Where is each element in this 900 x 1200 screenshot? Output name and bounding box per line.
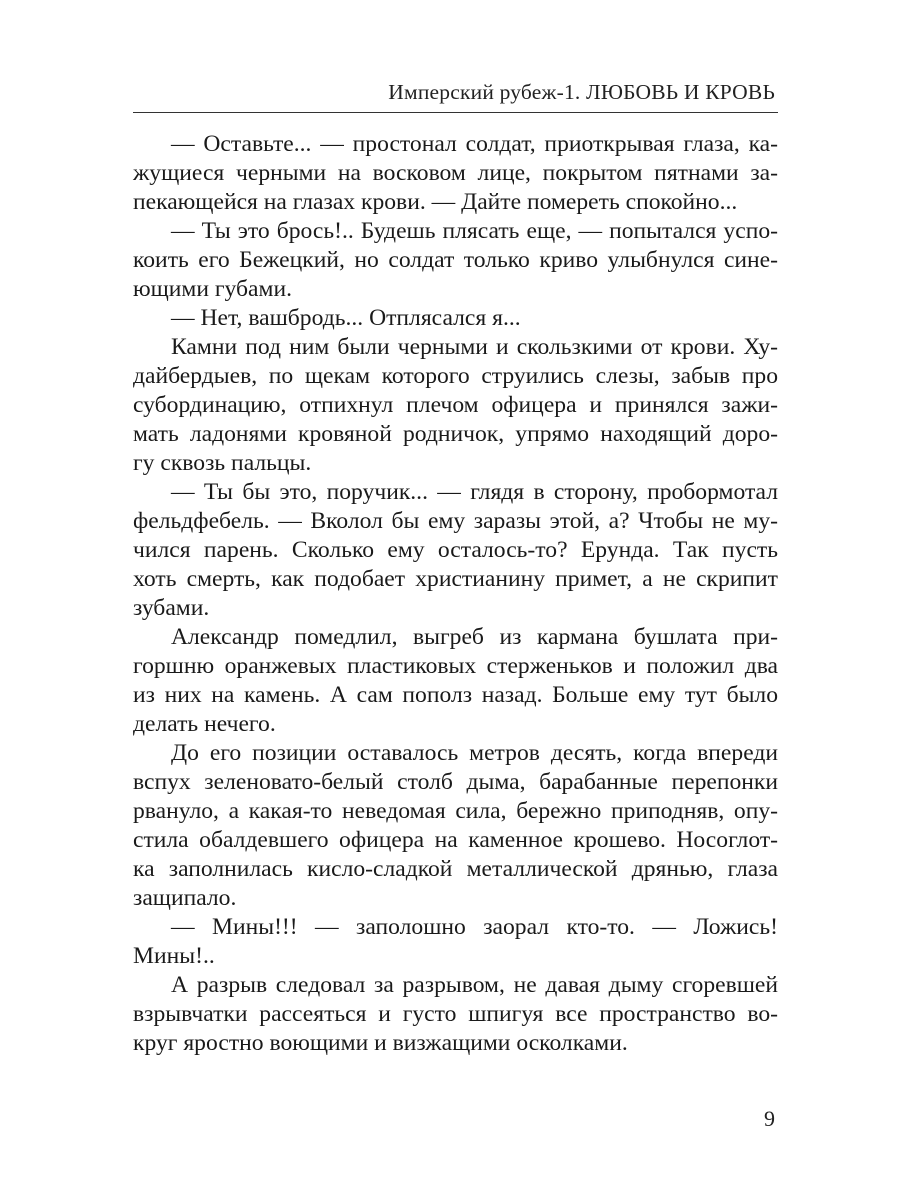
text-line: из них на камень. А сам пополз назад. Больше ему тут было — [133, 682, 778, 708]
paragraph — [133, 623, 778, 739]
text-line: пекающейся на глазах крови. — Дайте помереть спокойно... — [133, 189, 738, 215]
paragraph — [133, 304, 778, 333]
text-line: мать ладонями кровяной родничок, упрямо находящий доро- — [133, 421, 778, 447]
text-line: — Оставьте... — простонал солдат, приоткрывая глаза, ка- — [171, 131, 778, 157]
text-line: А разрыв следовал за разрывом, не давая дыму сгоревшей — [171, 972, 778, 998]
header-rule — [133, 112, 778, 113]
text-line: взрывчатки рассеяться и густо шпигуя все пространство во- — [133, 1001, 778, 1027]
text-line: чился парень. Сколько ему осталось-то? Ерунда. Так пусть — [133, 537, 778, 563]
paragraph — [133, 333, 778, 478]
text-line: дайбердыев, по щекам которого струились слезы, забыв про — [133, 363, 778, 389]
text-line: хоть смерть, как подобает христианину примет, а не скрипит — [133, 566, 778, 592]
text-line: жущиеся черными на восковом лице, покрытом пятнами за- — [133, 160, 778, 186]
text-line: Камни под ним были черными и скользкими от крови. Ху- — [171, 334, 778, 360]
page-number: 9 — [764, 1106, 775, 1131]
paragraph — [133, 130, 778, 217]
paragraph — [133, 478, 778, 623]
paragraph — [133, 217, 778, 304]
text-line: — Нет, вашбродь... Отплясался я... — [171, 305, 521, 331]
text-line: Мины!.. — [133, 943, 215, 969]
paragraph — [133, 913, 778, 971]
text-line: субординацию, отпихнул плечом офицера и принялся зажи- — [133, 392, 778, 418]
text-line: До его позиции оставалось метров десять, когда впереди — [171, 740, 778, 766]
text-line: стила обалдевшего офицера на каменное крошево. Носоглот- — [133, 827, 778, 853]
text-line: фельдфебель. — Вколол бы ему заразы этой, а? Чтобы не му- — [133, 508, 778, 534]
running-header: Имперский рубеж-1. ЛЮБОВЬ И КРОВЬ — [388, 80, 775, 104]
text-line: зубами. — [133, 595, 210, 621]
text-line: горшню оранжевых пластиковых стерженьков и положил два — [133, 653, 778, 679]
text-line: делать нечего. — [133, 711, 276, 737]
text-line: рвануло, а какая-то неведомая сила, бережно приподняв, опу- — [133, 798, 778, 824]
paragraph — [133, 739, 778, 913]
text-line: — Мины!!! — заполошно заорал кто-то. — Ложись! — [171, 914, 778, 940]
text-line: — Ты бы это, поручик... — глядя в сторону, пробормотал — [171, 479, 778, 505]
text-line: Александр помедлил, выгреб из кармана бушлата при- — [171, 624, 778, 650]
paragraph — [133, 971, 778, 1058]
text-line: ющими губами. — [133, 276, 292, 302]
text-line: ка заполнилась кисло-сладкой металлической дрянью, глаза — [133, 856, 778, 882]
text-line: защипало. — [133, 885, 237, 911]
text-line: — Ты это брось!.. Будешь плясать еще, — попытался успо- — [171, 218, 778, 244]
text-line: вспух зеленовато-белый столб дыма, барабанные перепонки — [133, 769, 778, 795]
text-line: коить его Бежецкий, но солдат только криво улыбнулся сине- — [133, 247, 778, 273]
body-text — [133, 130, 778, 1058]
text-line: гу сквозь пальцы. — [133, 450, 312, 476]
text-line: круг яростно воющими и визжащими осколками. — [133, 1030, 628, 1056]
